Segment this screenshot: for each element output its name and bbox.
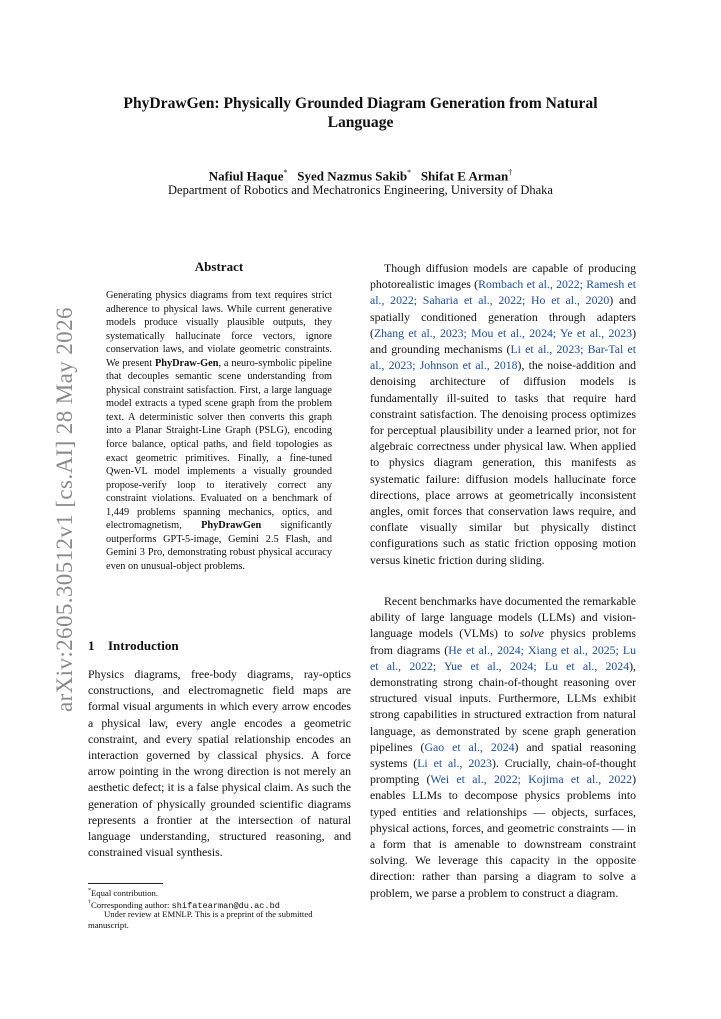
footnote-equal <box>88 886 350 899</box>
abstract-body <box>106 289 332 573</box>
arxiv-stamp <box>20 300 77 712</box>
footnote-text: Equal contribution. <box>91 887 159 898</box>
footnote-rule <box>88 883 163 884</box>
body-text: ) and grounding mechanisms ( <box>370 325 636 357</box>
author-mark: * <box>283 168 288 177</box>
body-text: ), the noise-addition and denoising architecture of diffusion models is fundamentally ill-suited to tasks that require hard constraint satisfaction. The denoising process optimizes for perceptual plausibility under a learned prior, not for algebraic correctness under physical law. When applied to physics diagram generation, this manifests as systematic failure: diffusion models hallucinate force directions, place arrows at geometrically inconsistent angles, omit forces that conservation laws require, and conflate visually similar but physically distinct configurations such as static friction opposing motion versus kinetic friction during sliding. <box>370 358 636 567</box>
citation-link[interactable]: Gao et al., 2024 <box>424 739 515 754</box>
footnote-text: Under review at EMNLP. This is a preprint of the submitted manuscript. <box>88 909 313 930</box>
intro-paragraph <box>88 666 351 860</box>
arxiv-id: arXiv:2605.30512v1 [cs.AI] 28 May 2026 <box>52 307 77 712</box>
footnote-mark: † <box>88 900 91 906</box>
citation-link[interactable]: Li et al., 2023 <box>417 756 492 771</box>
title-line-2: Language <box>327 114 394 131</box>
email-link[interactable]: shifatearman@du.ac.bd <box>171 900 280 911</box>
method-name: PhyDrawGen <box>201 520 262 532</box>
citation-link[interactable]: Zhang et al., 2023; Mou et al., 2024; Ye et al., 2023 <box>373 325 633 340</box>
emphasis-solve: solve <box>519 626 545 641</box>
citation-link[interactable]: Rombach et al., 2022; Ramesh et al., 2022; Saharia et al., 2022; Ho et al., 2020 <box>370 277 637 308</box>
title-line-1: PhyDrawGen: Physically Grounded Diagram Generation from Natural <box>123 95 598 112</box>
section-number: 1 <box>88 638 95 653</box>
abstract-text: , a neuro-symbolic pipeline that decouples semantic scene understanding from physical constraint satisfaction. First, a large language model extracts a typed scene graph from the problem text. A deterministic solver then converts this graph into a Planar Straight-Line Graph (PSLG), encoding force balance, optical paths, and field topologies as exact geometric primitives. Finally, a fine-tuned Qwen-VL model implements a visually grounded propose-verify loop to iteratively correct any constraint violations. Evaluated on a benchmark of 1,449 problems spanning mechanics, optics, and electromagnetism, <box>106 357 332 532</box>
paper-title <box>60 94 661 132</box>
affiliation: Department of Robotics and Mechatronics Engineering, University of Dhaka <box>168 183 553 197</box>
author-mark: † <box>508 168 513 177</box>
abstract-text: significantly outperforms GPT-5-image, Gemini 2.5 Flash, and Gemini 3 Pro, demonstrating robust physical accuracy even on unusual-object problems. <box>106 520 332 572</box>
abstract-text: Generating physics diagrams from text requires strict adherence to physical laws. While current generative models produce visually plausible outputs, they systematically hallucinate force vectors, ignore conservation laws, and violate geometric constraints. We present <box>106 290 332 369</box>
body-text: physics problems from diagrams ( <box>370 626 636 657</box>
body-text: Though diffusion models are capable of producing photorealistic images ( <box>370 261 636 292</box>
author-name: Nafiul Haque <box>208 168 284 184</box>
citation-link[interactable]: Wei et al., 2022; Kojima et al., 2022 <box>430 772 633 787</box>
body-text: ) enables LLMs to decompose physics problems into typed entities and relationships — objects, surfaces, physical actions, forces, and geometric constraints — in a form that is amenable to downstream constraint solving. We leverage this capacity in the opposite direction: rather than parsing a diagram to solve a problem, we parse a problem to construct a diagram. <box>370 772 636 900</box>
author-name: Syed Nazmus Sakib <box>297 168 408 184</box>
author-mark: * <box>407 168 412 177</box>
footnote-review <box>88 909 350 931</box>
method-name: PhyDraw-Gen <box>154 357 219 369</box>
section-title: Introduction <box>108 638 179 653</box>
body-text: Recent benchmarks have documented the remarkable ability of large language models (LLMs) and vision-language models (VLMs) to <box>370 594 636 641</box>
abstract-heading: Abstract <box>194 259 244 274</box>
section-heading <box>88 638 179 654</box>
right-paragraph-1 <box>370 260 636 568</box>
intro-text: Physics diagrams, free-body diagrams, ray-optics constructions, and electromagnetic field maps are formal visual arguments in which every arrow encodes a physical law, every angle encodes a geometric constraint, and every spatial relationship encodes an interaction governed by classical physics. A force arrow pointing in the wrong direction is not merely an aesthetic defect; it is a false physical claim. As such the generation of physically grounded scientific diagrams represents a frontier at the intersection of natural language understanding, structured reasoning, and constrained visual synthesis. <box>88 667 351 860</box>
citation-link[interactable]: He et al., 2024; Xiang et al., 2025; Lu et al., 2022; Yue et al., 2024; Lu et al., 2024 <box>370 642 636 673</box>
citation-link[interactable]: Li et al., 2023; Bar-Tal et al., 2023; Johnson et al., 2018 <box>370 342 636 373</box>
body-text: ). Crucially, chain-of-thought prompting ( <box>370 756 636 787</box>
right-paragraph-2 <box>370 593 636 901</box>
body-text: ), demonstrating strong chain-of-thought reasoning over structured visual inputs. Furthermore, LLMs exhibit strong capabilities in structured extraction from natural language, as demonstrated by scene graph generation pipelines ( <box>370 658 636 754</box>
footnote-text: Corresponding author: <box>91 899 172 910</box>
body-text: ) and spatially conditioned generation through adapters ( <box>370 293 636 340</box>
author-name: Shifat E Arman <box>420 168 509 184</box>
body-text: ) and spatial reasoning systems ( <box>370 739 637 771</box>
footnote-mark: * <box>88 888 91 894</box>
